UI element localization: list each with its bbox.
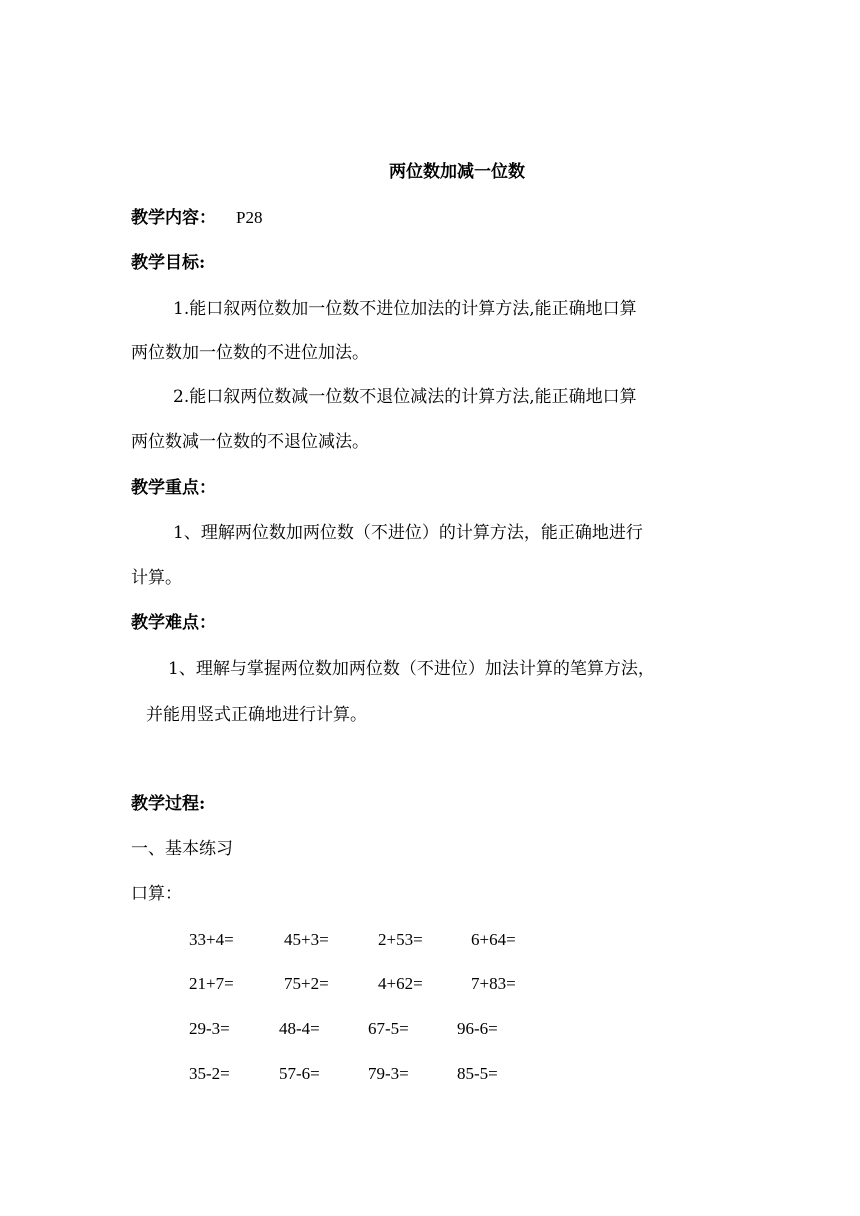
calc-item: 67-5= (368, 1019, 409, 1038)
teaching-content-label: 教学内容： (131, 208, 216, 228)
teaching-content-value: P28 (236, 208, 263, 227)
objective-2-line-2: 两位数减一位数的不退位减法。 (131, 432, 369, 452)
calc-item: 33+4= (189, 930, 234, 949)
calc-item: 57-6= (279, 1064, 320, 1083)
calc-item: 7+83= (471, 974, 516, 993)
difficulties-label: 教学难点： (131, 613, 216, 633)
teaching-objectives-label: 教学目标: (131, 253, 206, 273)
calc-item: 96-6= (457, 1019, 498, 1038)
oral-calc-label: 口算： (131, 884, 182, 904)
objective-1-line-1: 1.能口叙两位数加一位数不进位加法的计算方法,能正确地口算 (173, 299, 637, 319)
calc-item: 6+64= (471, 930, 516, 949)
teaching-content-line (131, 206, 262, 230)
teaching-process-label: 教学过程: (131, 794, 206, 814)
difficulty-1-line-2: 并能用竖式正确地进行计算。 (146, 705, 367, 725)
calc-item: 45+3= (284, 930, 329, 949)
calc-item: 48-4= (279, 1019, 320, 1038)
calc-item: 2+53= (378, 930, 423, 949)
calc-item: 85-5= (457, 1064, 498, 1083)
section-1-heading: 一、基本练习 (131, 839, 233, 859)
calc-item: 29-3= (189, 1019, 230, 1038)
difficulty-1-line-1: 1、理解与掌握两位数加两位数（不进位）加法计算的笔算方法， (168, 659, 655, 679)
document-title: 两位数加减一位数 (389, 162, 525, 182)
key-point-1-line-1: 1、理解两位数加两位数（不进位）的计算方法，能正确地进行 (173, 523, 643, 543)
objective-2-line-1: 2.能口叙两位数减一位数不退位减法的计算方法,能正确地口算 (173, 387, 637, 407)
calc-item: 4+62= (378, 974, 423, 993)
calc-item: 79-3= (368, 1064, 409, 1083)
key-point-1-line-2: 计算。 (131, 568, 182, 588)
calc-item: 35-2= (189, 1064, 230, 1083)
calc-item: 21+7= (189, 974, 234, 993)
key-points-label: 教学重点： (131, 478, 216, 498)
calc-item: 75+2= (284, 974, 329, 993)
objective-1-line-2: 两位数加一位数的不进位加法。 (131, 343, 369, 363)
